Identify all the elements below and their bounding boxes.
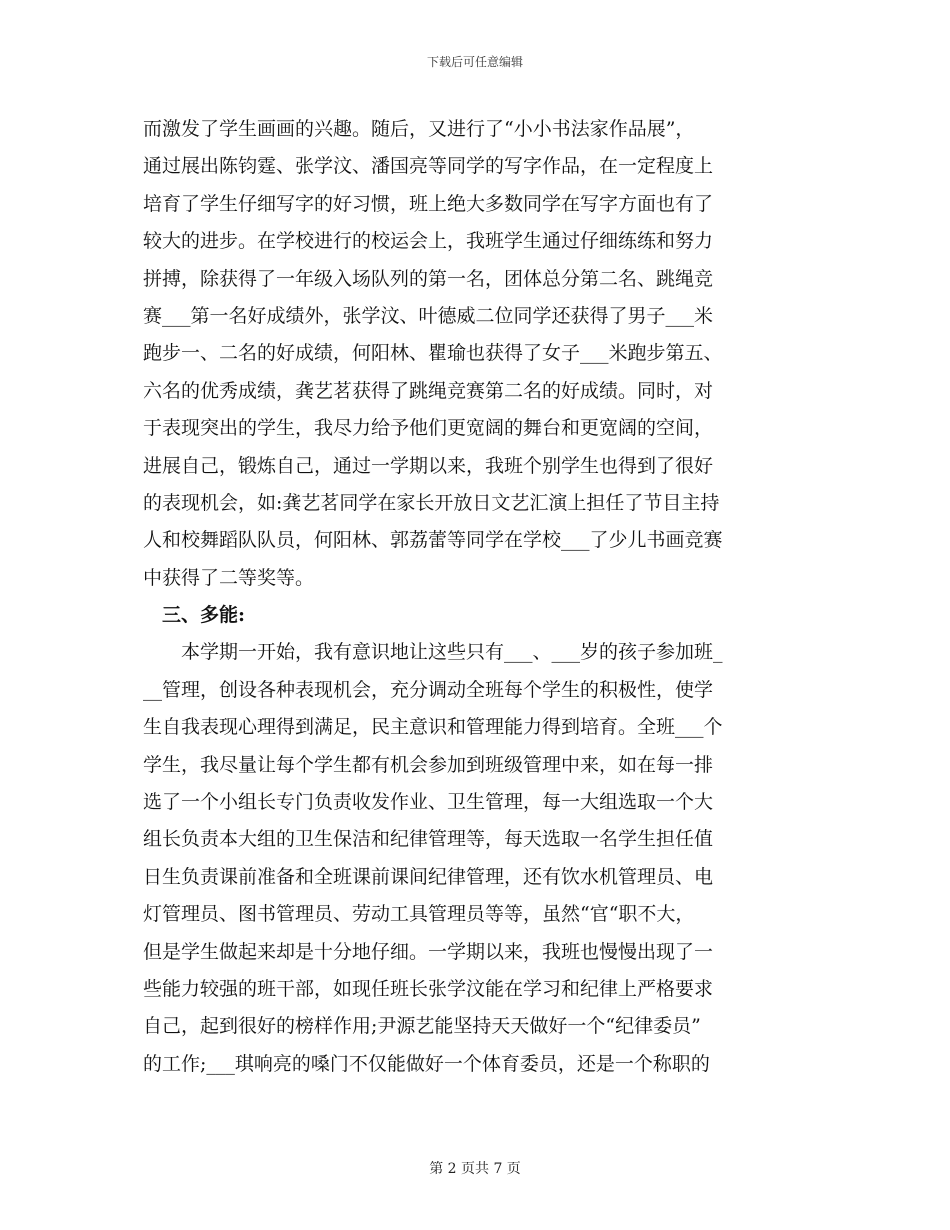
text-line: 拼搏，除获得了一年级入场队列的第一名，团体总分第二名、跳绳竞 xyxy=(143,267,714,290)
text-line: 于表现突出的学生，我尽力给予他们更宽阔的舞台和更宽阔的空间， xyxy=(143,417,714,440)
text-line: 选了一个小组长专门负责收发作业、卫生管理，每一大组选取一个大 xyxy=(143,791,714,814)
text-line: 中获得了二等奖等。 xyxy=(143,566,315,589)
text-line: 但是学生做起来却是十分地仔细。一学期以来，我班也慢慢出现了一 xyxy=(143,940,714,963)
text-line: 的工作;___琪响亮的嗓门不仅能做好一个体育委员，还是一个称职的 xyxy=(143,1052,710,1075)
text-line: 通过展出陈钧霆、张学汶、潘国亮等同学的写字作品，在一定程度上 xyxy=(143,155,714,178)
text-line: 学生，我尽量让每个学生都有机会参加到班级管理中来，如在每一排 xyxy=(143,753,714,776)
text-line: 较大的进步。在学校进行的校运会上，我班学生通过仔细练练和努力 xyxy=(143,230,714,253)
page-header-note: 下载后可任意编辑 xyxy=(426,55,523,69)
text-line: 自己，起到很好的榜样作用;尹源艺能坚持天天做好一个“纪律委员” xyxy=(143,1015,701,1038)
text-line: 跑步一、二名的好成绩，何阳林、瞿瑜也获得了女子___米跑步第五、 xyxy=(143,342,723,365)
section-heading: 三、多能: xyxy=(143,604,246,627)
text-line: 赛___第一名好成绩外，张学汶、叶德威二位同学还获得了男子___米 xyxy=(143,304,714,327)
text-line: __管理，创设各种表现机会，充分调动全班每个学生的积极性，使学 xyxy=(143,678,714,701)
text-line: 进展自己，锻炼自己，通过一学期以来，我班个别学生也得到了很好 xyxy=(143,454,714,477)
text-line: 培育了学生仔细写字的好习惯，班上绝大多数同学在写字方面也有了 xyxy=(143,192,714,215)
text-line: 组长负责本大组的卫生保洁和纪律管理等，每天选取一名学生担任值 xyxy=(143,828,714,851)
text-line: 日生负责课前准备和全班课前课间纪律管理，还有饮水机管理员、电 xyxy=(143,865,714,888)
text-line: 些能力较强的班干部，如现任班长张学汶能在学习和纪律上严格要求 xyxy=(143,977,714,1000)
text-line: 六名的优秀成绩，龚艺茗获得了跳绳竞赛第二名的好成绩。同时，对 xyxy=(143,379,714,402)
page-number: 第 2 页共 7 页 xyxy=(429,1161,521,1177)
text-line: 的表现机会，如:龚艺茗同学在家长开放日文艺汇演上担任了节目主持 xyxy=(143,491,720,514)
text-line: 生自我表现心理得到满足，民主意识和管理能力得到培育。全班___个 xyxy=(143,716,723,739)
text-line: 灯管理员、图书管理员、劳动工具管理员等等，虽然“官“职不大， xyxy=(143,903,695,926)
text-line: 人和校舞蹈队队员，何阳林、郭荔蕾等同学在学校___了少儿书画竞赛 xyxy=(143,529,723,552)
text-line: 本学期一开始，我有意识地让这些只有___、___岁的孩子参加班_ xyxy=(143,641,723,664)
text-line: 而激发了学生画画的兴趣。随后，又进行了“小小书法家作品展”， xyxy=(143,118,695,140)
document-body xyxy=(143,111,811,1083)
